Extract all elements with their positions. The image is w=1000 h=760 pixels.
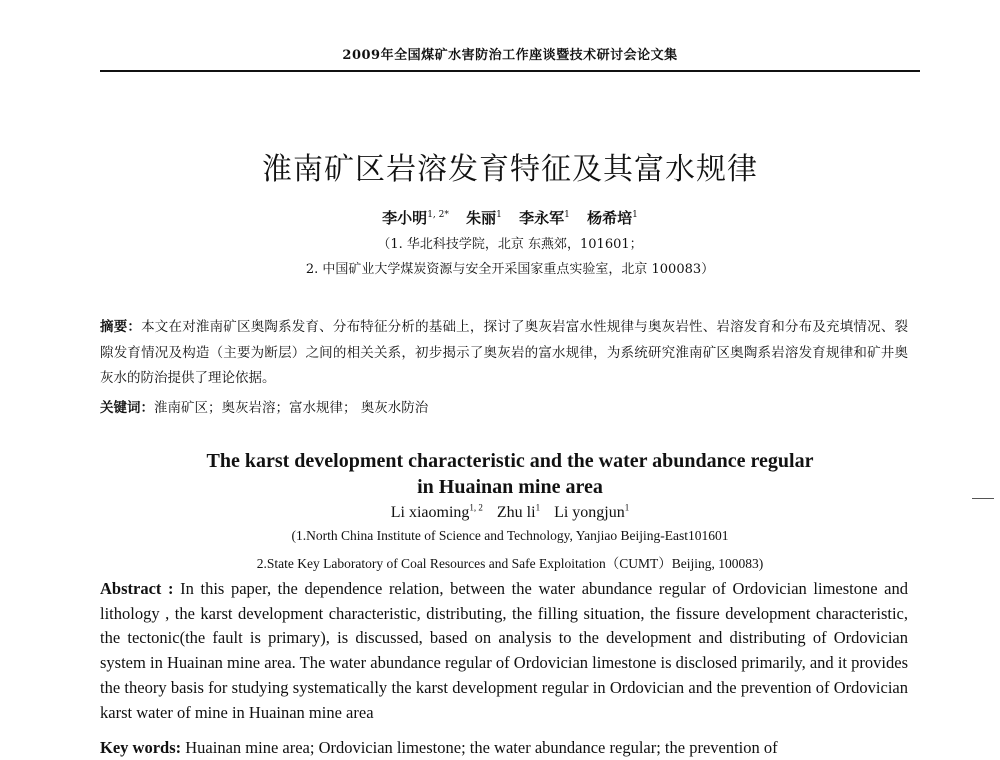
chinese-author: 李小明$^{1, 2*}$ — [382, 209, 449, 227]
english-affiliation-2: 2.State Key Laboratory of Coal Resources and Safe Exploitation（CUMT）Beijing, 100083) — [256, 556, 764, 571]
chinese-keywords-text: 淮南矿区；奥灰岩溶；富水规律； 奥灰水防治 — [154, 400, 429, 416]
chinese-abstract-text: 本文在对淮南矿区奥陶系发育、分布特征分析的基础上，探讨了奥灰岩富水性规律与奥灰岩性、岩溶发育和分布及充填情况、裂隙发育情况及构造（主要为断层）之间的相关关系，初步揭示了奥灰岩的富水规律，为系统研究淮南矿区奥陶系岩溶发育规律和矿井奥灰水的防治提供了理论依据。 — [100, 319, 909, 386]
english-abstract-label: Abstract : — [100, 579, 174, 598]
english-authors — [100, 503, 920, 522]
english-keywords-label: Key words: — [100, 738, 182, 757]
chinese-keywords — [100, 396, 908, 416]
chinese-affiliation-2: 2. 中国矿业大学煤炭资源与安全开采国家重点实验室，北京 100083） — [305, 262, 715, 277]
english-keywords — [100, 738, 908, 758]
chinese-authors — [100, 207, 920, 228]
running-header: 2009年全国煤矿水害防治工作座谈暨技术研讨会论文集 — [342, 48, 678, 63]
chinese-author: 李永军$^1$ — [519, 209, 570, 227]
english-author: Zhu $li^1$ — [496, 503, 541, 522]
chinese-author: 朱丽$^1$ — [466, 209, 502, 227]
margin-dash — [972, 498, 994, 499]
chinese-author: 杨希培$^1$ — [587, 209, 638, 227]
english-abstract-text: In this paper, the dependence relation, between the water abundance regular of Ordovician limestone and lithology , the karst development characteristic, distributing, the filling situation, the fissure development characteristic, the tectonic(the fault is primary), is discussed, based on analysis to the development and distributing of Ordovician system in Huainan mine area. The water abundance regular of Ordovician limestone is disclosed primarily, and it provides the theory basis for studying systematically the karst development regular in Ordovician and the prevention of Ordovician karst water of mine in Huainan mine area — [100, 579, 908, 722]
chinese-affiliation-1: （1. 华北科技学院，北京 东燕郊，101601； — [377, 237, 643, 252]
chinese-title: 淮南矿区岩溶发育特征及其富水规律 — [262, 152, 758, 187]
english-author: Li yongjun$^1$ — [554, 503, 630, 522]
english-title-line-2: in Huainan mine area — [417, 476, 603, 498]
chinese-abstract-label: 摘要： — [100, 319, 142, 335]
english-author: Li xiaoming$^{1, 2}$ — [390, 503, 483, 522]
header-rule — [100, 70, 920, 72]
chinese-abstract — [100, 315, 908, 392]
chinese-keywords-label: 关键词： — [100, 400, 154, 416]
english-affiliation-1: (1.North China Institute of Science and Technology, Yanjiao Beijing-East101601 — [291, 528, 729, 543]
english-keywords-text: Huainan mine area; Ordovician limestone; the water abundance regular; the prevention of — [185, 738, 778, 757]
english-abstract — [100, 577, 908, 725]
english-title-line-1: The karst development characteristic and the water abundance regular — [206, 450, 814, 472]
